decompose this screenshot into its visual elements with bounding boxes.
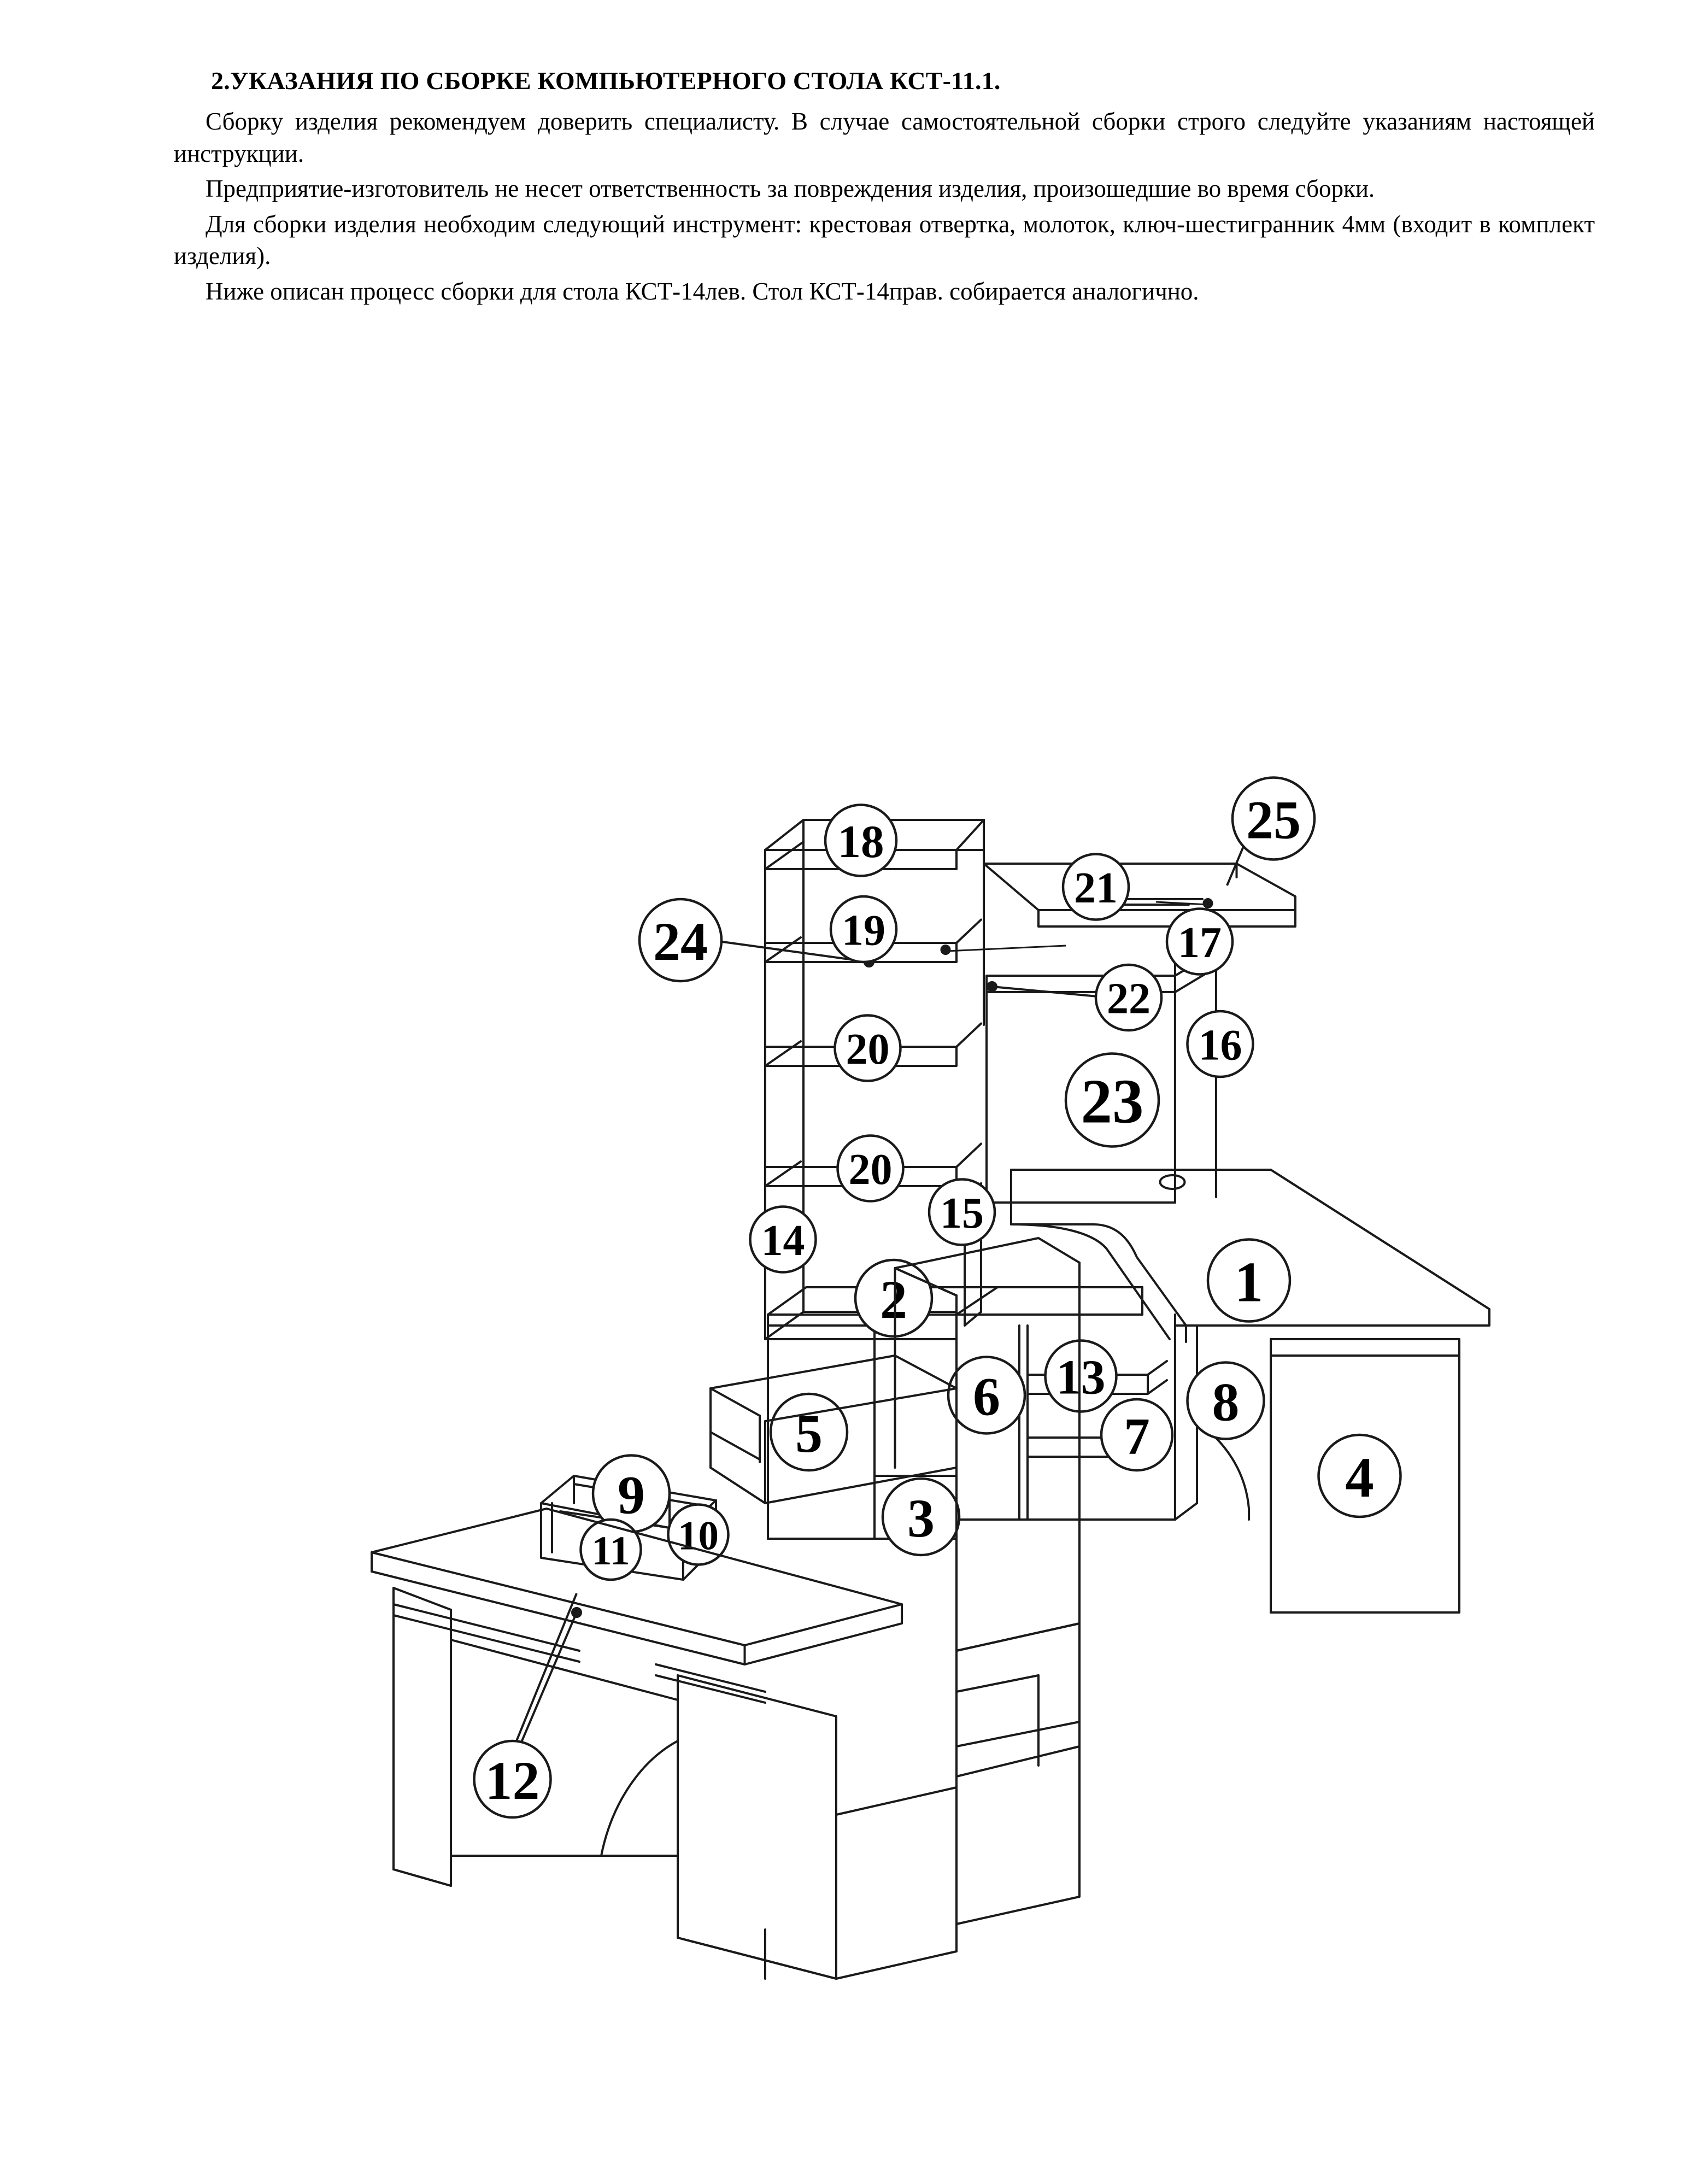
leader-lines [711,834,1249,998]
callout-marker [639,899,721,981]
leader-line-12 [514,1608,581,1760]
callout-marker [1188,1011,1253,1077]
callout-number: 16 [1198,1021,1242,1070]
callout-marker [1232,778,1314,860]
assembled-desk-diagram [0,1213,1708,2154]
callout-marker [1167,909,1232,975]
callout-number: 21 [1074,864,1118,912]
paragraph-3: Для сборки изделия необходим следующий инструмент: крестовая отвертка, молоток, ключ-шестигранник 4мм (входит в комплект изделия). [174,210,1595,270]
callout-number: 14 [761,1217,805,1265]
callout-number: 10 [678,1513,719,1559]
furniture-line-art-assembled [372,1238,1079,1979]
callout-marker [1066,1054,1159,1147]
callout-number: 15 [940,1189,984,1238]
callout-number: 4 [1345,1445,1374,1509]
callout-marker [835,1016,901,1081]
paragraph-2: Предприятие-изготовитель не несет ответственность за повреждения изделия, произошедшие во время сборки. [206,175,1375,203]
callout-marker [831,896,896,962]
callout-number: 8 [1212,1371,1240,1433]
callout-number: 12 [485,1750,540,1811]
callout-number: 20 [846,1025,890,1074]
callout-number: 7 [1124,1407,1150,1465]
diagram-area [0,383,1708,2164]
paragraph-4: Ниже описан процесс сборки для стола КСТ-14лев. Стол КСТ-14прав. собирается аналогично. [206,277,1199,305]
callout-number: 19 [842,906,885,955]
callout-group-bottom [474,1741,551,1817]
callout-number: 11 [591,1528,630,1574]
callout-marker [474,1741,551,1817]
callout-number: 1 [1234,1250,1264,1314]
callout-number: 23 [1081,1066,1144,1136]
page-title: 2.УКАЗАНИЯ ПО СБОРКЕ КОМПЬЮТЕРНОГО СТОЛА КСТ-11.1. [211,67,1001,95]
instructions-text-block [174,66,1595,310]
callout-number: 18 [837,816,884,867]
callout-number: 9 [618,1464,645,1526]
callout-number: 3 [907,1488,935,1549]
callout-number: 13 [1056,1350,1106,1405]
callout-number: 17 [1178,919,1222,967]
callout-marker [1063,854,1129,920]
callout-number: 22 [1107,975,1151,1023]
callout-marker [825,805,896,876]
callout-number: 25 [1246,789,1301,851]
paragraph-1: Сборку изделия рекомендуем доверить специалисту. В случае самостоятельной сборки строго следуйте указаниям настоящей инструкции. [174,108,1595,167]
callout-number: 5 [795,1403,823,1464]
callout-marker [1096,965,1161,1030]
callout-number: 24 [653,911,708,972]
callout-number: 6 [973,1366,1000,1427]
callout-marker [838,1136,903,1201]
callout-number: 2 [880,1269,907,1330]
callout-number: 20 [848,1146,893,1194]
assembly-exploded-diagram [0,383,1708,1574]
